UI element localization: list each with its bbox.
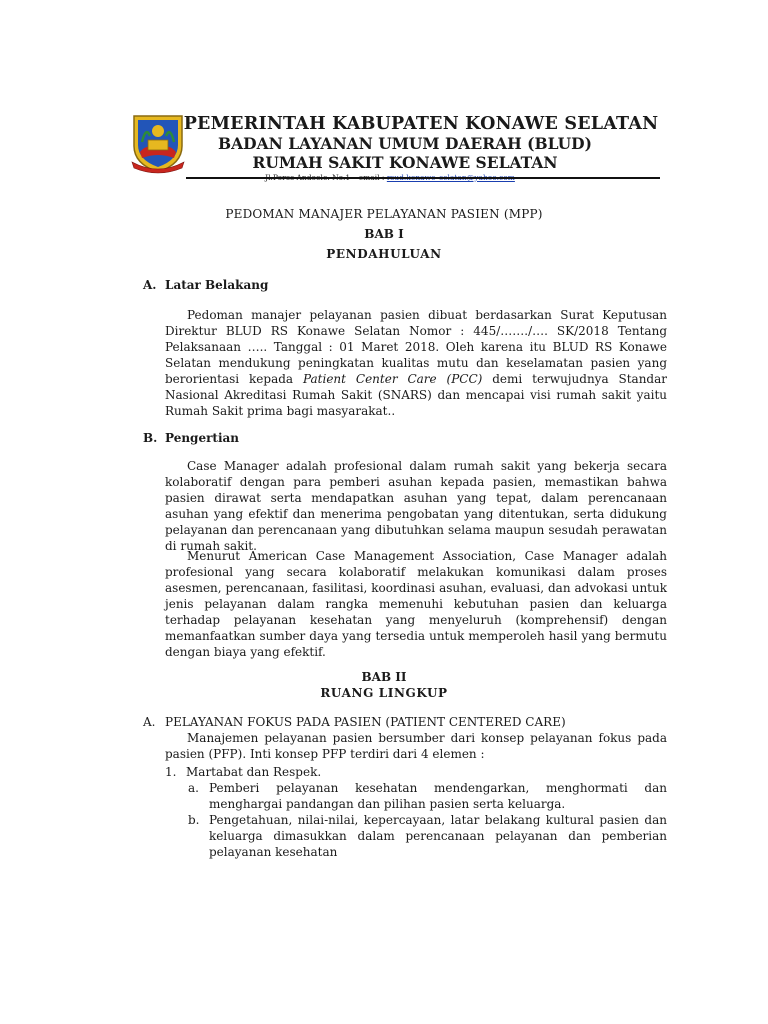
chapter-2-label: BAB II bbox=[361, 670, 407, 684]
list-subitem-b-letter: b. bbox=[188, 813, 200, 827]
para-a-italic: Patient Center Care (PCC) bbox=[302, 372, 483, 386]
document-title: PEDOMAN MANAJER PELAYANAN PASIEN (MPP) bbox=[225, 207, 543, 221]
section-a-title: Latar Belakang bbox=[165, 278, 269, 292]
section-b-paragraph-1: Case Manager adalah profesional dalam rumah sakit yang bekerja secara kolaboratif dengan para pemberi asuhan kepada pasien, memastikan bahwa pasien dirawat serta mendapatkan asuhan yang tepat, dalam perencanaan asuhan yang efektif dan menerima pengobatan yang ditentukan, serta didukung pelayanan dan perencanaan yang dibutuhkan selama maupun sesudah perawatan di rumah sakit. bbox=[165, 459, 667, 553]
list-subitem-a bbox=[188, 780, 667, 812]
list-subitem-b bbox=[188, 812, 667, 860]
section-b-label: B. bbox=[143, 431, 158, 445]
chapter-2-title: RUANG LINGKUP bbox=[320, 686, 448, 700]
list-item-1 bbox=[165, 764, 666, 780]
letterhead-divider bbox=[186, 177, 660, 179]
letterhead-hospital: RUMAH SAKIT KONAWE SELATAN bbox=[252, 153, 558, 172]
address-text: Jl.Poros Andoolo. No.1 – email : bbox=[265, 173, 387, 182]
list-subitem-b-text: Pengetahuan, nilai-nilai, kepercayaan, latar belakang kultural pasien dan keluarga dimasukkan dalam perencanaan pelayanan dan pemberian pelayanan kesehatan bbox=[209, 813, 667, 859]
section-a-label: A. bbox=[143, 278, 157, 292]
email-link[interactable]: rsud.konawe_selatan@yahoo.com bbox=[386, 173, 515, 182]
section-b-heading bbox=[143, 430, 239, 446]
list-item-1-text: Martabat dan Respek. bbox=[186, 765, 322, 779]
letterhead-government: PEMERINTAH KABUPATEN KONAWE SELATAN bbox=[183, 114, 659, 134]
section-a-heading bbox=[143, 277, 268, 293]
chapter-1-title: PENDAHULUAN bbox=[326, 247, 442, 261]
chapter-1-label: BAB I bbox=[364, 227, 404, 241]
list-subitem-a-letter: a. bbox=[188, 781, 199, 795]
list-item-1-number: 1. bbox=[165, 765, 177, 779]
letterhead bbox=[185, 114, 665, 183]
section-b-paragraph-2: Menurut American Case Management Association, Case Manager adalah profesional yang secara kolaboratif melakukan komunikasi dalam proses asesmen, perencanaan, fasilitasi, koordinasi asuhan, evaluasi, dan advokasi untuk jenis pelayanan dalam rangka memenuhi kebutuhan pasien dan keluarga terhadap pelayanan kesehatan yang menyeluruh (komprehensif) dengan memanfaatkan sumber daya yang tersedia untuk memperoleh hasil yang bermutu dengan biaya yang efektif. bbox=[165, 549, 667, 659]
para-a-after: demi terwujudnya Standar Nasional Akreditasi Rumah Sakit (SNARS) dan mencapai visi rumah sakit yaitu Rumah Sakit prima bagi masyarakat.. bbox=[165, 372, 668, 418]
section-a-paragraph bbox=[165, 307, 667, 419]
list-subitem-a-text: Pemberi pelayanan kesehatan mendengarkan, menghormati dan menghargai pandangan dan pilihan pasien serta keluarga. bbox=[209, 781, 667, 811]
section-c-paragraph: Manajemen pelayanan pasien bersumber dari konsep pelayanan fokus pada pasien (PFP). Inti konsep PFP terdiri dari 4 elemen : bbox=[165, 731, 667, 761]
section-c-heading bbox=[143, 714, 566, 730]
section-c-title: PELAYANAN FOKUS PADA PASIEN (PATIENT CENTERED CARE) bbox=[165, 715, 566, 729]
para-a-before: Pedoman manajer pelayanan pasien dibuat berdasarkan Surat Keputusan Direktur BLUD RS Konawe Selatan Nomor : 445/……./…. SK/2018 Tentang Pelaksanaan ….. Tanggal : 01 Maret 2018. Oleh karena itu BLUD RS Konawe Selatan mendukung peningkatan kualitas mutu dan keselamatan pasien yang berorientasi kepada bbox=[165, 308, 667, 386]
letterhead-agency: BADAN LAYANAN UMUM DAERAH (BLUD) bbox=[218, 134, 592, 153]
section-c-label: A. bbox=[143, 715, 156, 729]
section-b-title: Pengertian bbox=[165, 431, 240, 445]
